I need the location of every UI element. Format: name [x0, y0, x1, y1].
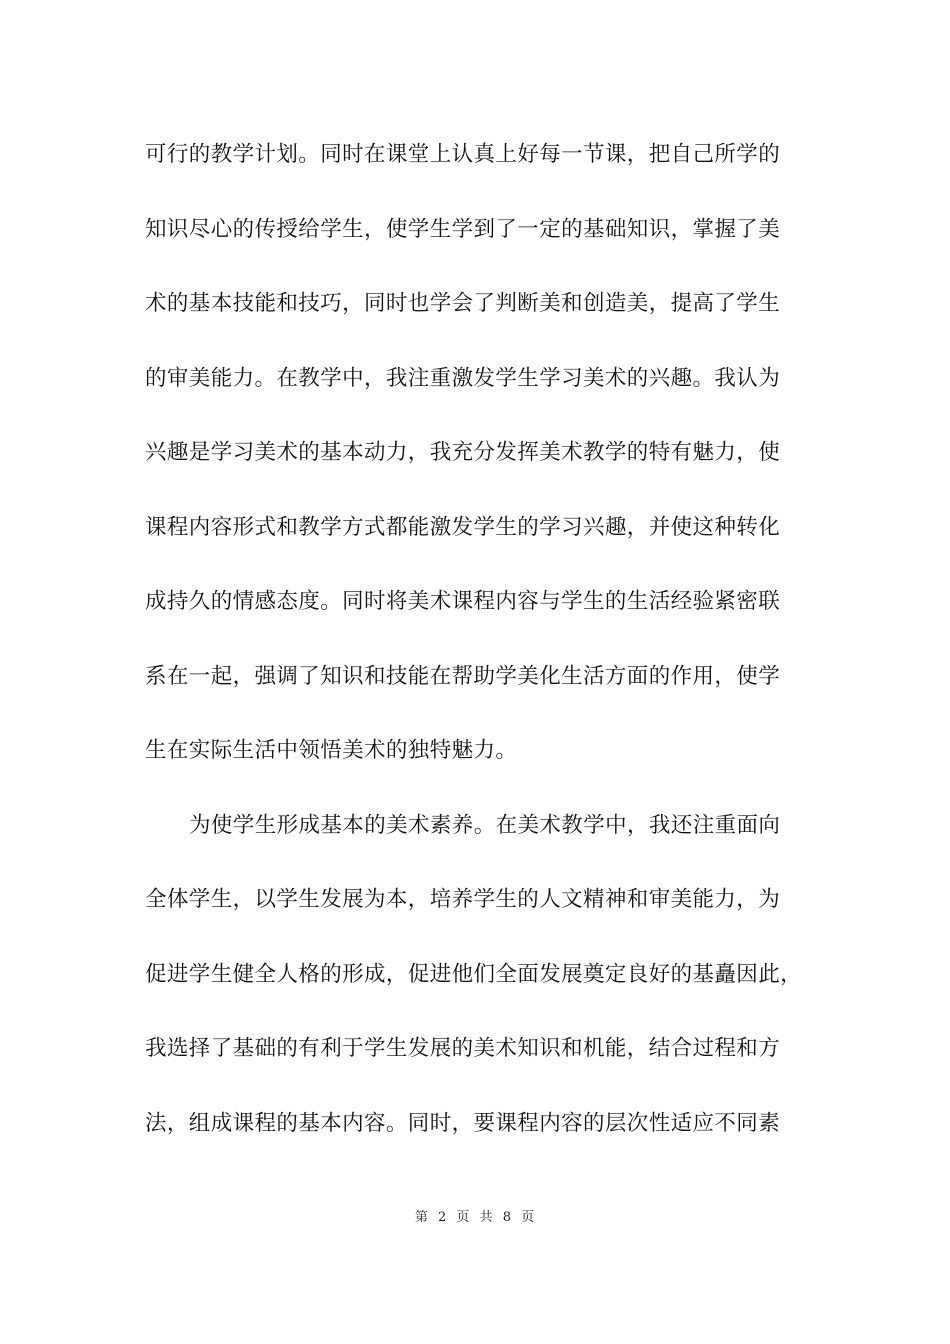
current-page-number: 2: [437, 1210, 448, 1225]
text-line: 兴趣是学习美术的基本动力，我充分发挥美术教学的特有魅力，使: [145, 440, 781, 465]
text-line: 术的基本技能和技巧，同时也学会了判断美和创造美，提高了学生: [145, 291, 781, 316]
paragraph-start-line: 为使学生形成基本的美术素养。在美术教学中，我还注重面向: [189, 812, 781, 838]
text-line: 我选择了基础的有利于学生发展的美术知识和机能，结合过程和方: [145, 1036, 781, 1061]
text-line: 的审美能力。在教学中，我注重激发学生学习美术的兴趣。我认为: [145, 365, 781, 391]
body-text: [145, 131, 825, 1174]
text-line: 促进学生健全人格的形成，促进他们全面发展奠定良好的基矗因此，: [145, 961, 803, 987]
text-line: 生在实际生活中领悟美术的独特魅力。: [145, 738, 518, 763]
footer-prefix: 第: [414, 1210, 429, 1225]
text-line: 法，组成课程的基本内容。同时，要课程内容的层次性适应不同素: [145, 1110, 781, 1136]
page-footer: [0, 1208, 950, 1228]
text-line: 成持久的情感态度。同时将美术课程内容与学生的生活经验紧密联: [145, 589, 781, 614]
footer-suffix: 页: [521, 1210, 536, 1225]
footer-page-word: 页: [456, 1210, 471, 1225]
footer-total-word: 共: [479, 1210, 494, 1225]
text-line: 知识尽心的传授给学生，使学生学到了一定的基础知识，掌握了美: [145, 216, 781, 242]
text-line: 可行的教学计划。同时在课堂上认真上好每一节课，把自己所学的: [145, 142, 781, 167]
total-pages-number: 8: [502, 1210, 512, 1225]
text-line: 系在一起，强调了知识和技能在帮助学美化生活方面的作用，使学: [145, 663, 781, 689]
text-line: 全体学生，以学生发展为本，培养学生的人文精神和审美能力，为: [145, 887, 781, 912]
text-line: 课程内容形式和教学方式都能激发学生的学习兴趣，并使这种转化: [145, 514, 781, 540]
